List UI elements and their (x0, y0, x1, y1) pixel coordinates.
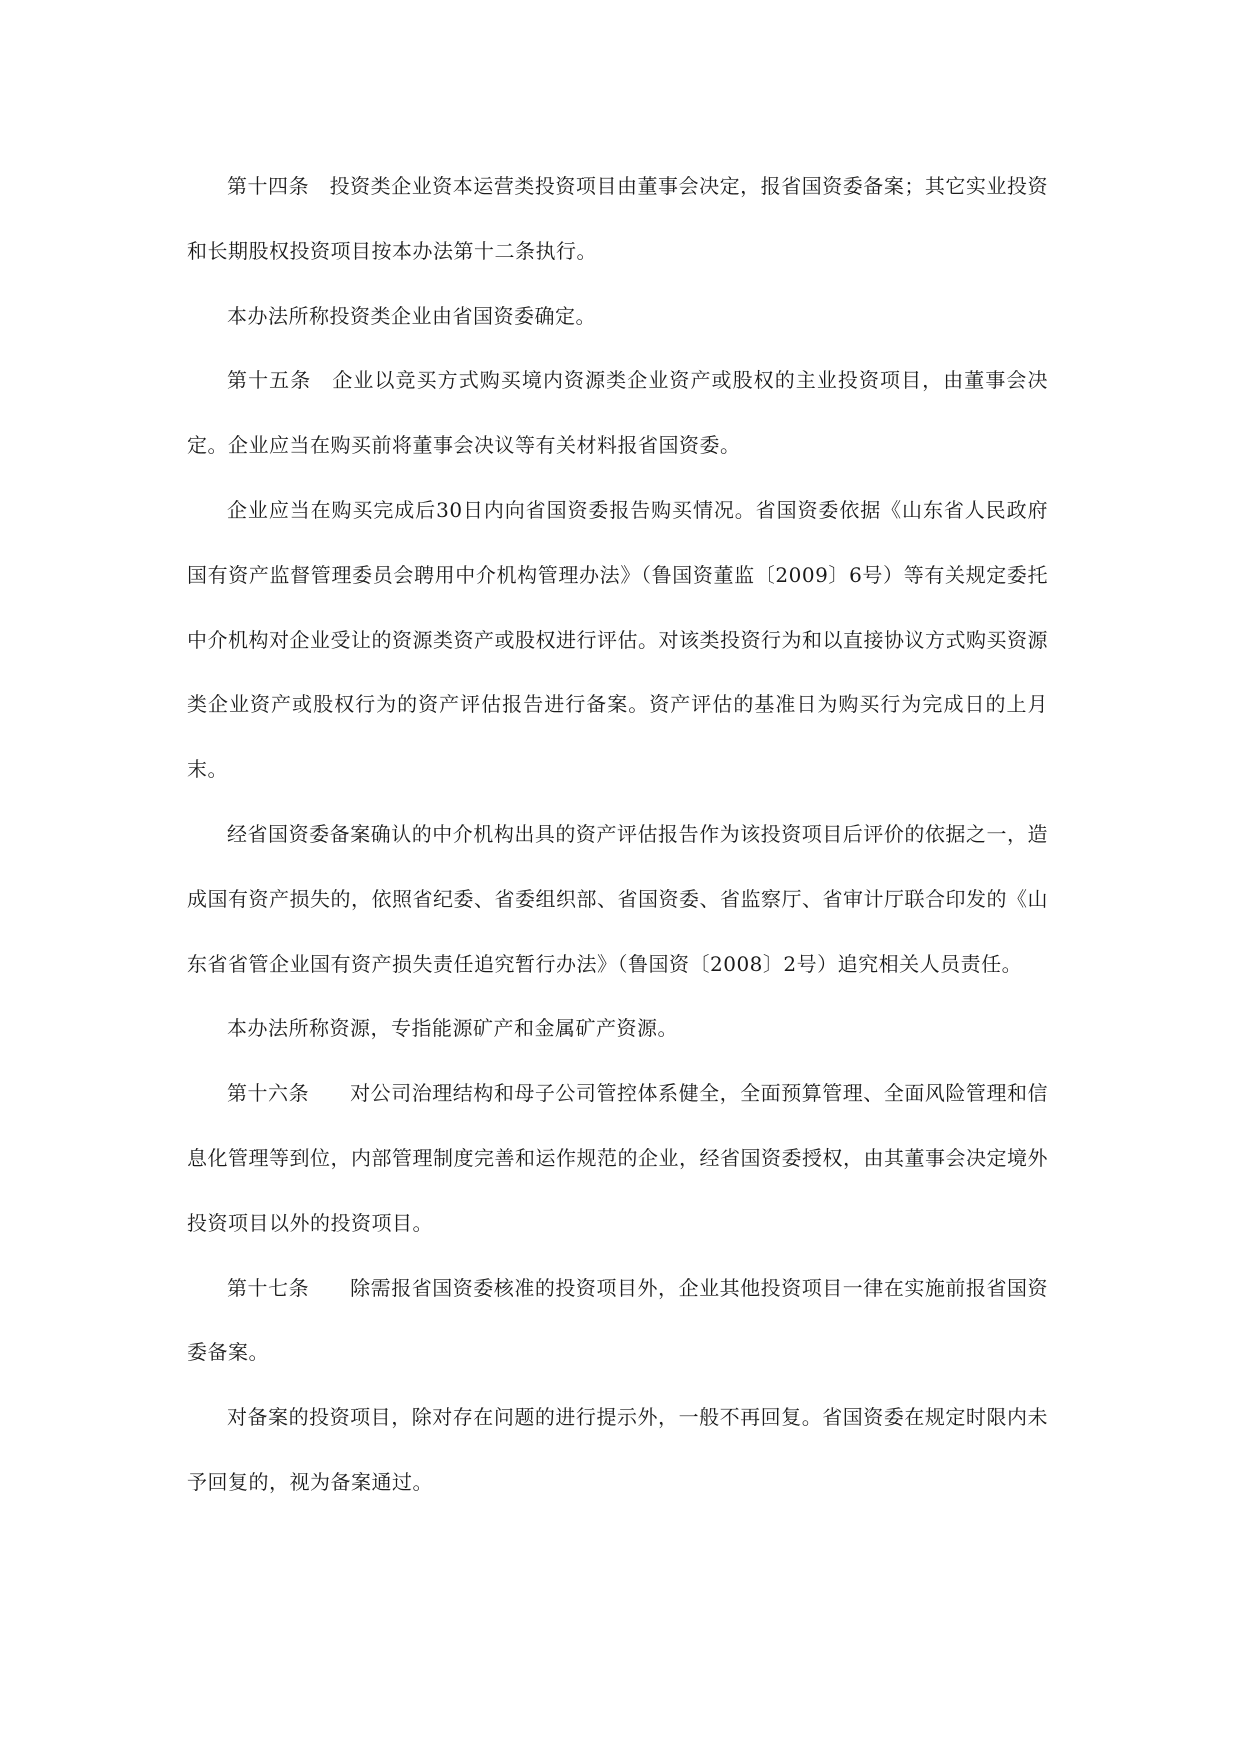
resource-definition-paragraph: 本办法所称资源，专指能源矿产和金属矿产资源。 (227, 1016, 678, 1041)
assessment-liability-paragraph: 经省国资委备案确认的中介机构出具的资产评估报告作为该投资项目后评价的依据之一，造成国有资产损失的，依照省纪委、省委组织部、省国资委、省监察厅、省审计厅联合印发的《山东省省管企业国有资产损失责任追究暂行办法》（鲁国资〔2008〕2号）追究相关人员责任。 (187, 821, 1048, 976)
article-16-paragraph: 第十六条 对公司治理结构和母子公司管控体系健全，全面预算管理、全面风险管理和信息化管理等到位，内部管理制度完善和运作规范的企业，经省国资委授权，由其董事会决定境外投资项目以外的投资项目。 (187, 1081, 1048, 1235)
investment-enterprise-definition-paragraph: 本办法所称投资类企业由省国资委确定。 (227, 303, 596, 328)
document-body (187, 154, 1048, 1515)
article-14-paragraph: 第十四条 投资类企业资本运营类投资项目由董事会决定，报省国资委备案；其它实业投资和长期股权投资项目按本办法第十二条执行。 (187, 174, 1048, 263)
filing-reply-paragraph: 对备案的投资项目，除对存在问题的进行提示外，一般不再回复。省国资委在规定时限内未予回复的，视为备案通过。 (187, 1405, 1048, 1494)
article-17-paragraph: 第十七条 除需报省国资委核准的投资项目外，企业其他投资项目一律在实施前报省国资委备案。 (187, 1275, 1048, 1365)
purchase-report-paragraph: 企业应当在购买完成后30日内向省国资委报告购买情况。省国资委依据《山东省人民政府国有资产监督管理委员会聘用中介机构管理办法》（鲁国资董监〔2009〕6号）等有关规定委托中介机构对企业受让的资源类资产或股权进行评估。对该类投资行为和以直接协议方式购买资源类企业资产或股权行为的资产评估报告进行备案。资产评估的基准日为购买行为完成日的上月末。 (187, 497, 1048, 782)
article-15-paragraph: 第十五条 企业以竞买方式购买境内资源类企业资产或股权的主业投资项目，由董事会决定。企业应当在购买前将董事会决议等有关材料报省国资委。 (187, 368, 1048, 458)
